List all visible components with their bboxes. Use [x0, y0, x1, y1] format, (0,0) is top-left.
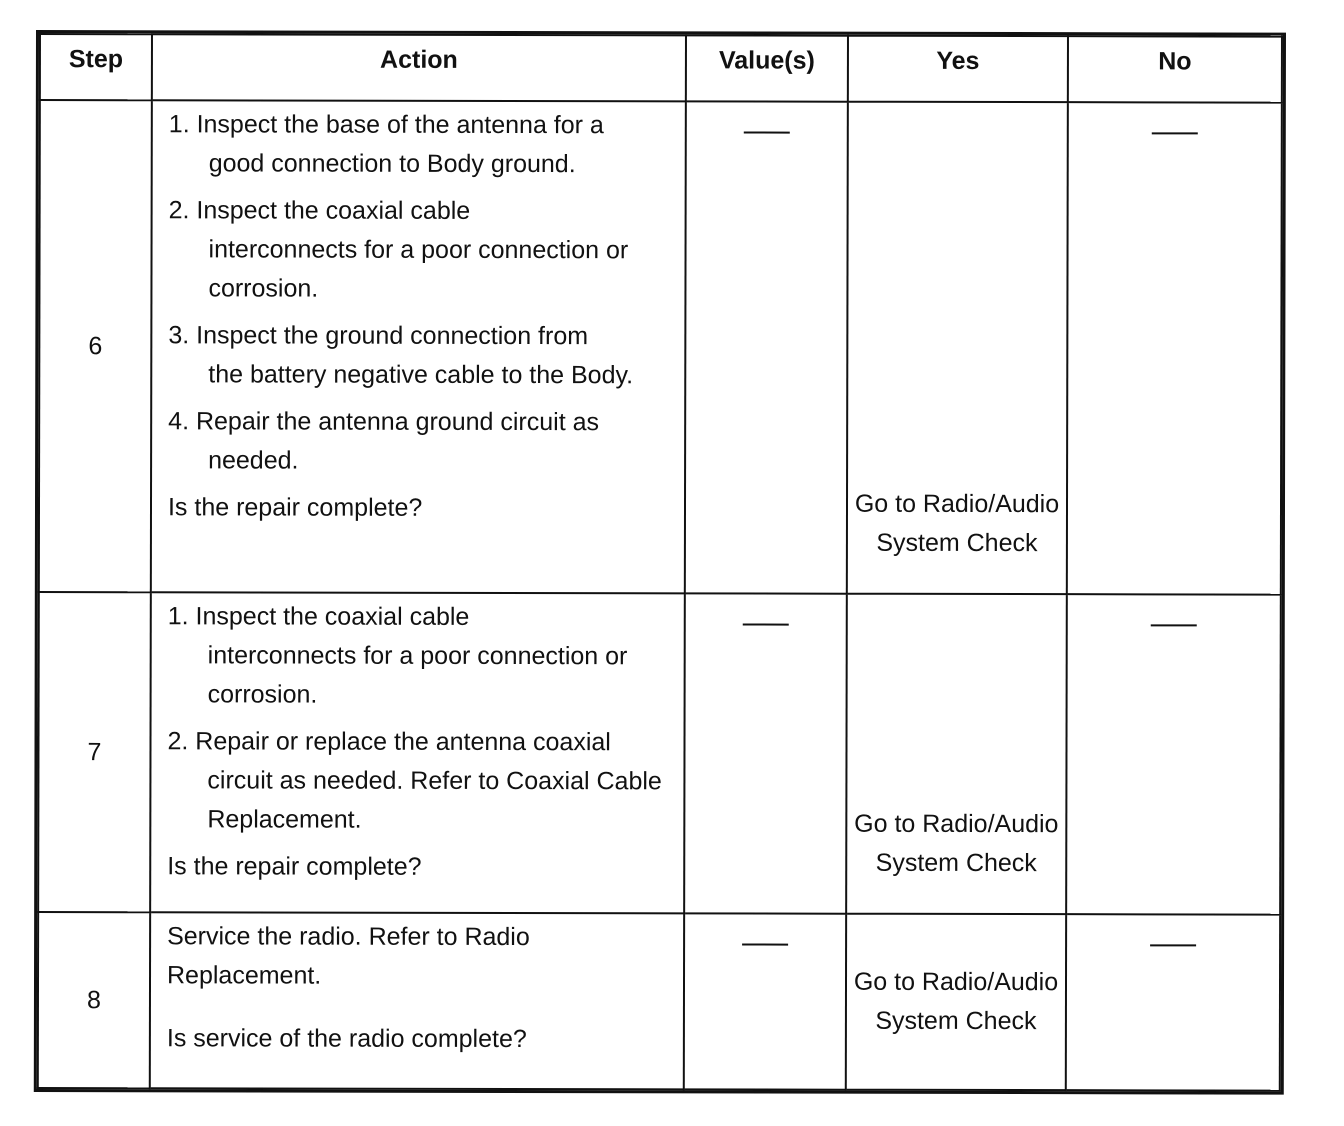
action-item: [168, 597, 670, 715]
action-item-first-line: 2. Inspect the coaxial cable: [168, 196, 471, 225]
table-row: [38, 912, 1280, 1091]
value-cell: [685, 101, 848, 593]
spacer: [167, 995, 669, 1020]
action-item: [169, 105, 671, 184]
action-item: [168, 191, 670, 309]
action-item-first-line: 3. Inspect the ground connection from: [168, 321, 589, 351]
empty-value-dash: [1151, 624, 1197, 626]
header-no: No: [1068, 36, 1282, 102]
action-item-first-line: 2. Repair or replace the antenna coaxial: [167, 727, 611, 757]
action-question: Is the repair complete?: [167, 493, 423, 522]
action-item: [168, 316, 670, 395]
action-item-continuation: interconnects for a poor connection or corrosion.: [207, 641, 628, 709]
table-row: [39, 100, 1282, 595]
header-yes: Yes: [848, 36, 1068, 102]
action-cell: [150, 912, 684, 1089]
empty-value-dash: [744, 131, 790, 133]
diagnostic-table: [37, 33, 1283, 1092]
empty-value-dash: [742, 943, 788, 945]
header-action: Action: [152, 34, 686, 101]
action-item: [167, 722, 669, 840]
action-cell: [150, 592, 685, 913]
step-number: 7: [38, 592, 151, 912]
step-number: 8: [38, 912, 150, 1088]
action-item-continuation: the battery negative cable to the Body.: [208, 360, 634, 390]
action-question: Is service of the radio complete?: [166, 1024, 527, 1054]
action-item-first-line: 1. Inspect the coaxial cable: [167, 602, 470, 631]
header-row: [40, 34, 1282, 103]
table-row: [38, 592, 1281, 915]
no-cell: [1066, 594, 1281, 914]
action-question: Is the repair complete?: [167, 852, 422, 881]
empty-value-dash: [743, 623, 789, 625]
yes-cell: Go to Radio/Audio System Check: [847, 102, 1068, 594]
action-text: Service the radio. Refer to Radio Replacement.: [166, 922, 530, 990]
no-cell: [1067, 102, 1282, 594]
action-item: [168, 402, 670, 481]
header-step: Step: [40, 34, 152, 100]
header-values: Value(s): [686, 35, 848, 101]
empty-value-dash: [1152, 132, 1198, 134]
action-item-continuation: interconnects for a poor connection or corrosion.: [208, 235, 629, 303]
empty-value-dash: [1150, 944, 1196, 946]
diagnostic-table-frame: [34, 30, 1286, 1095]
value-cell: [684, 593, 847, 913]
no-cell: [1066, 914, 1280, 1090]
action-cell: [151, 100, 686, 593]
action-item-continuation: good connection to Body ground.: [208, 149, 576, 179]
action-item-continuation: circuit as needed. Refer to Coaxial Cable Replacement.: [207, 766, 662, 834]
yes-cell: Go to Radio/Audio System Check: [846, 594, 1067, 914]
step-number: 6: [39, 100, 152, 592]
action-item-first-line: 1. Inspect the base of the antenna for a: [168, 110, 604, 140]
yes-cell: Go to Radio/Audio System Check: [846, 914, 1066, 1090]
action-item-continuation: needed.: [208, 446, 299, 475]
action-item-first-line: 4. Repair the antenna ground circuit as: [168, 407, 600, 437]
value-cell: [684, 913, 846, 1089]
